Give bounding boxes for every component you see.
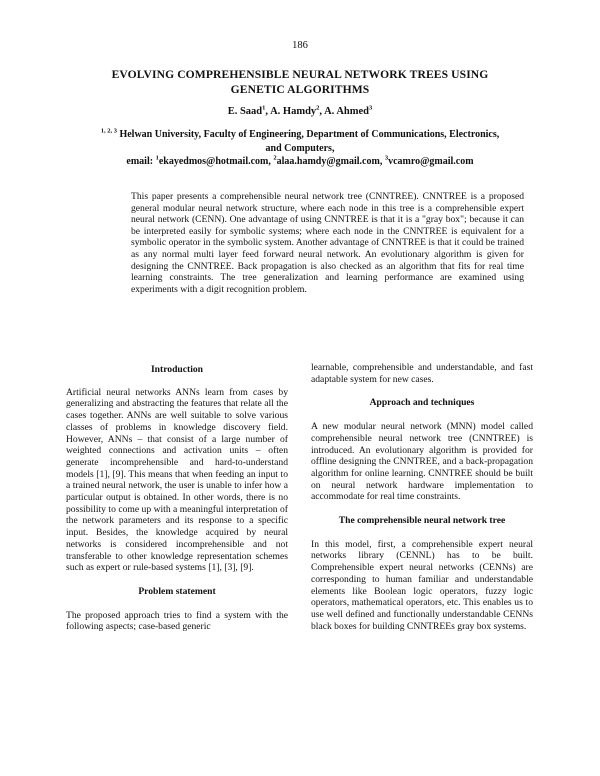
title-line-2: GENETIC ALGORITHMS	[230, 83, 370, 96]
email-line: email: $^1$ekayedmos@hotmail.com, $^2$alaa.hamdy@gmail.com, $^3$vcamro@gmail.com	[126, 154, 474, 167]
author-1: E. Saad$^1$	[227, 104, 266, 117]
author-2: A. Hamdy$^2$	[270, 104, 320, 117]
problem-heading: Problem statement	[138, 585, 216, 597]
affiliation-line-1: $^{1, 2, 3}$ Helwan University, Faculty of Engineering, Department of Communications, Electronics,	[100, 127, 500, 140]
tree-heading: The comprehensible neural network tree	[338, 515, 506, 527]
email-1[interactable]: ekayedmos@hotmail.com	[158, 156, 269, 167]
author-3: A. Ahmed$^3$	[324, 104, 373, 117]
approach-paragraph: A new modular neural network (MNN) model called comprehensible neural network tree (CNNTREE) is introduced. An evolutionary algorithm is provided for offline designing the CNNTREE, and a back-propagation algorithm for online learning. CNNTREE should be built on neural network hardware implementation to accommodate for real time constraints.	[311, 421, 533, 503]
continuation-paragraph: learnable, comprehensible and understandable, and fast adaptable system for new cases.	[311, 362, 533, 385]
title-line-1: EVOLVING COMPREHENSIBLE NEURAL NETWORK TREES USING	[111, 68, 489, 81]
tree-paragraph: In this model, first, a comprehensible expert neural networks library (CENNL) has to be built. Comprehensible expert neural networks (CENNs) are corresponding to human familiar and understandable elements like Boolean logic operators, fuzzy logic operators, mathematical operators, etc. This enables us to use well defined and functionally understandable CENNs black boxes for building CNNTREEs gray box systems.	[311, 538, 533, 632]
problem-paragraph: The proposed approach tries to find a system with the following aspects; case-based generic	[66, 609, 288, 633]
intro-paragraph: Artificial neural networks ANNs learn from cases by generalizing and abstracting the features that relate all the cases together. ANNs are well suitable to solve various classes of problems in knowledge discovery field. However, ANNs – that consist of a large number of weighted connections and activation units – often generate incomprehensible and hard-to-understand models [1], [9]. This means that when feeding an input to a trained neural network, the user is unable to infer how a particular output is obtained. In other words, there is no possibility to come up with a meaningful interpretation of the network parameters and its response to a specific input. Besides, the knowledge acquired by neural networks is considered incomprehensible and not transferable to other knowledge representation schemes such as expert or rule-based systems [1], [3], [9].	[66, 386, 288, 574]
abstract: This paper presents a comprehensible neural network tree (CNNTREE). CNNTREE is a proposed general modular neural network structure, where each node in this tree is a comprehensible expert neural network (CENN). One advantage of using CNNTREE is that it is a "gray box"; because it can be interpreted easily for symbolic systems; where each node in the CNNTREE is equivalent for a symbolic operator in the symbolic system. Another advantage of CNNTREE is that it could be trained as any normal multi layer feed forward neural network. An evolutionary algorithm is given for designing the CNNTREE. Back propagation is also checked as an algorithm that fits for real time learning constraints. The tree generalization and learning performance are examined using experiments with a digit recognition problem.	[131, 191, 524, 295]
intro-heading: Introduction	[150, 364, 204, 375]
email-3[interactable]: vcamro@gmail.com	[388, 156, 474, 167]
affiliation-line-2: and Computers,	[265, 142, 335, 154]
paper-title	[60, 67, 540, 97]
right-column	[311, 362, 533, 632]
approach-heading: Approach and techniques	[369, 397, 475, 409]
page-number: 186	[292, 40, 308, 51]
author-list: E. Saad$^1$, A. Hamdy$^2$, A. Ahmed$^3$	[227, 104, 373, 117]
affiliation	[70, 128, 530, 169]
email-2[interactable]: alaa.hamdy@gmail.com	[276, 156, 380, 167]
left-column	[66, 364, 288, 633]
